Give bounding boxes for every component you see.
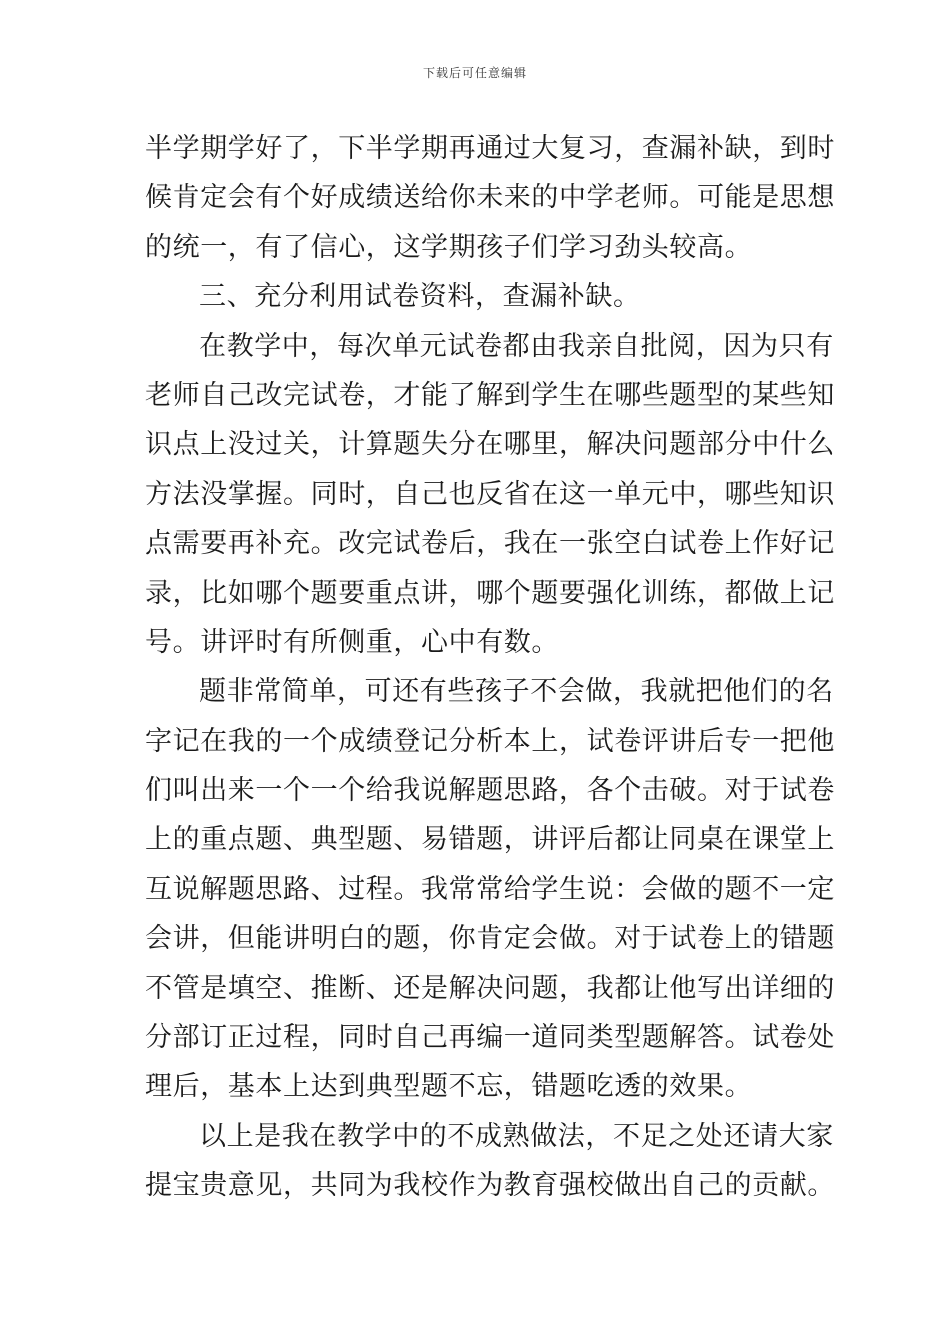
text-line: 理后，基本上达到典型题不忘，错题吃透的效果。 bbox=[145, 1071, 753, 1103]
text-line: 提宝贵意见，共同为我校作为教育强校做出自己的贡献。 bbox=[145, 1170, 835, 1202]
text-line: 录，比如哪个题要重点讲，哪个题要强化训练，都做上记 bbox=[145, 577, 835, 609]
header-note: 下载后可任意编辑 bbox=[422, 66, 527, 80]
text-line: 不管是填空、推断、还是解决问题，我都让他写出详细的 bbox=[145, 972, 835, 1004]
text-line: 识点上没过关，计算题失分在哪里，解决问题部分中什么 bbox=[145, 429, 835, 461]
text-line: 分部订正过程，同时自己再编一道同类型题解答。试卷处 bbox=[145, 1022, 835, 1054]
text-line: 点需要再补充。改完试卷后，我在一张空白试卷上作好记 bbox=[145, 528, 835, 560]
section-heading: 三、充分利用试卷资料，查漏补缺。 bbox=[199, 281, 641, 313]
text-line: 会讲，但能讲明白的题，你肯定会做。对于试卷上的错题 bbox=[145, 923, 835, 955]
paragraph-start: 题非常简单，可还有些孩子不会做，我就把他们的名 bbox=[199, 676, 834, 708]
text-line: 互说解题思路、过程。我常常给学生说：会做的题不一定 bbox=[145, 873, 835, 905]
text-line: 半学期学好了，下半学期再通过大复习，查漏补缺，到时 bbox=[145, 133, 835, 164]
text-line: 字记在我的一个成绩登记分析本上，试卷评讲后专一把他 bbox=[145, 725, 835, 757]
paragraph-start: 在教学中，每次单元试卷都由我亲自批阅，因为只有 bbox=[199, 330, 834, 362]
text-line: 候肯定会有个好成绩送给你未来的中学老师。可能是思想 bbox=[145, 182, 835, 214]
text-line: 们叫出来一个一个给我说解题思路，各个击破。对于试卷 bbox=[145, 775, 835, 807]
body-text bbox=[145, 124, 835, 1211]
text-line: 方法没掌握。同时，自己也反省在这一单元中，哪些知识 bbox=[145, 478, 835, 510]
text-line: 的统一，有了信心，这学期孩子们学习劲头较高。 bbox=[145, 231, 753, 263]
text-line: 老师自己改完试卷，才能了解到学生在哪些题型的某些知 bbox=[145, 379, 835, 411]
text-line: 号。讲评时有所侧重，心中有数。 bbox=[145, 626, 559, 658]
paragraph-start: 以上是我在教学中的不成熟做法，不足之处还请大家 bbox=[199, 1120, 834, 1152]
text-line: 上的重点题、典型题、易错题，讲评后都让同桌在课堂上 bbox=[145, 824, 835, 856]
